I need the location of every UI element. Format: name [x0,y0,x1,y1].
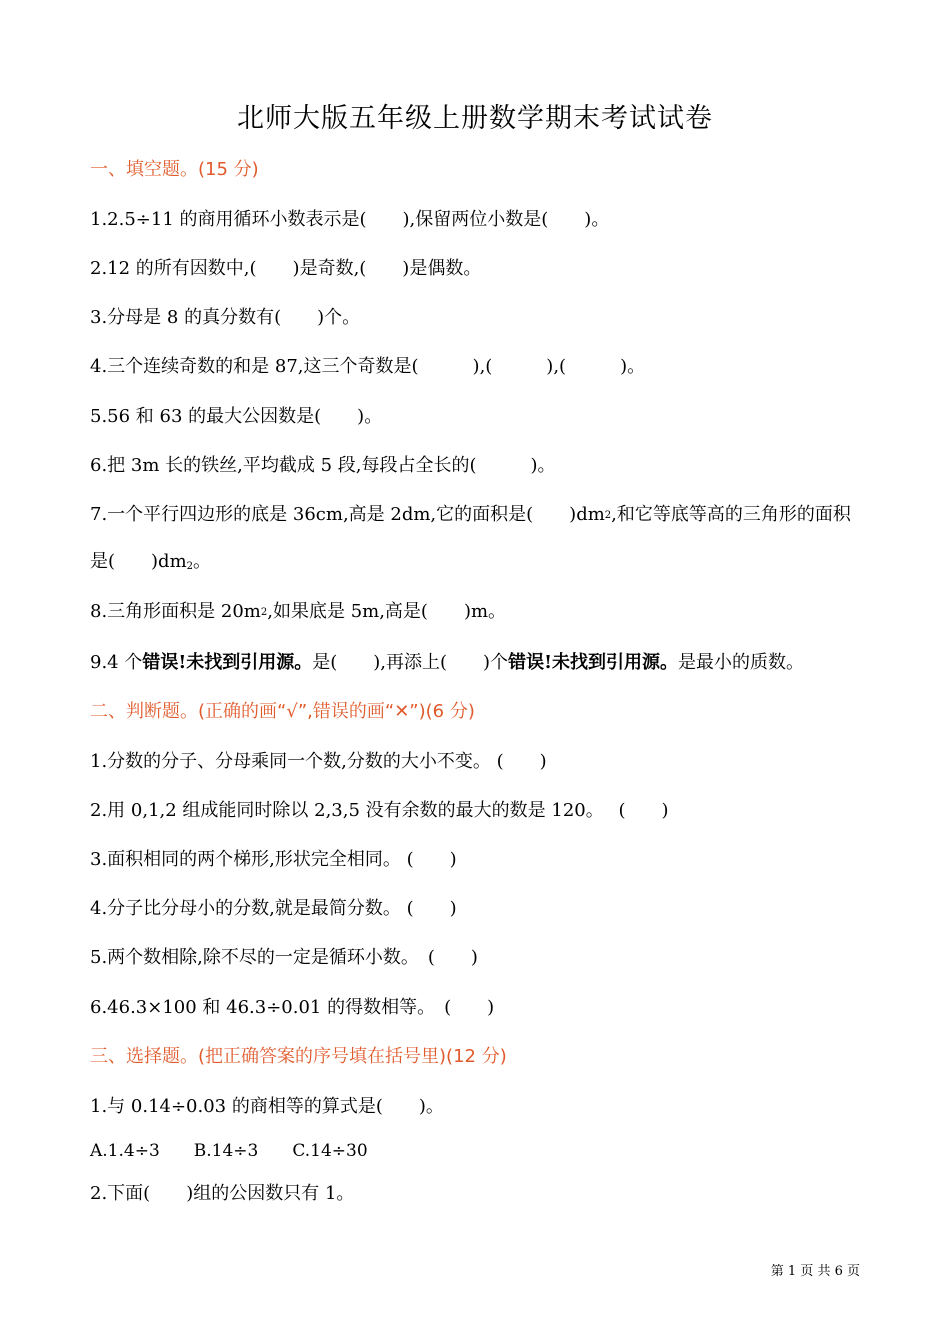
q8-square-unit: 2 [260,607,268,618]
section-heading-true-false: 二、判断题。(正确的画“√”,错误的画“✕”)(6 分) [90,701,475,722]
question-1-8 [90,600,506,625]
question-3-1-options: A.1.4÷3 B.14÷3 C.14÷30 [90,1141,368,1161]
question-2-4: 4.分子比分母小的分数,就是最简分数。 ( ) [90,898,457,919]
q8-text-a: 8.三角形面积是 20m [90,601,261,622]
q7-text-a: 7.一个平行四边形的底是 36cm,高是 2dm,它的面积是( )dm [90,504,605,525]
question-2-3: 3.面积相同的两个梯形,形状完全相同。 ( ) [90,849,457,870]
question-1-3: 3.分母是 8 的真分数有( )个。 [90,307,361,328]
q8-text-b: ,如果底是 5m,高是( )m。 [267,601,507,622]
question-1-7-line2 [90,550,211,579]
section-heading-fill-in: 一、填空题。(15 分) [90,159,259,180]
question-3-2: 2.下面( )组的公因数只有 1。 [90,1183,355,1204]
q9-error-ref-1: 错误!未找到引用源。 [142,652,313,673]
question-1-2: 2.12 的所有因数中,( )是奇数,( )是偶数。 [90,258,482,279]
q9-text-a: 9.4 个 [90,652,143,673]
question-1-6: 6.把 3m 长的铁丝,平均截成 5 段,每段占全长的( )。 [90,455,556,476]
question-1-7-line1 [90,503,851,528]
q7-text-b: ,和它等底等高的三角形的面积 [611,504,851,525]
question-1-5: 5.56 和 63 的最大公因数是( )。 [90,406,383,427]
q7-text-c: 是( )dm [90,551,187,572]
q7-square-unit-a: 2 [604,510,612,521]
question-2-6: 6.46.3×100 和 46.3÷0.01 的得数相等。 ( ) [90,997,495,1018]
question-2-1: 1.分数的分子、分母乘同一个数,分数的大小不变。 ( ) [90,751,547,772]
question-3-1: 1.与 0.14÷0.03 的商相等的算式是( )。 [90,1096,444,1117]
question-1-9 [90,651,804,675]
q9-text-c: 是最小的质数。 [677,652,804,673]
page-number-footer: 第 1 页 共 6 页 [770,1264,860,1279]
question-2-2: 2.用 0,1,2 组成能同时除以 2,3,5 没有余数的最大的数是 120。 ( ) [90,800,669,821]
question-1-1: 1.2.5÷11 的商用循环小数表示是( ),保留两位小数是( )。 [90,209,610,230]
q7-text-d: 。 [193,551,212,572]
q9-text-b: 是( ),再添上( )个 [312,652,509,673]
section-heading-multiple-choice: 三、选择题。(把正确答案的序号填在括号里)(12 分) [90,1046,507,1067]
question-2-5: 5.两个数相除,除不尽的一定是循环小数。 ( ) [90,947,478,968]
q9-error-ref-2: 错误!未找到引用源。 [508,652,678,673]
q7-square-unit-c: 2 [186,561,194,572]
document-title: 北师大版五年级上册数学期末考试试卷 [237,103,713,134]
question-1-4: 4.三个连续奇数的和是 87,这三个奇数是( ),( ),( )。 [90,356,646,377]
